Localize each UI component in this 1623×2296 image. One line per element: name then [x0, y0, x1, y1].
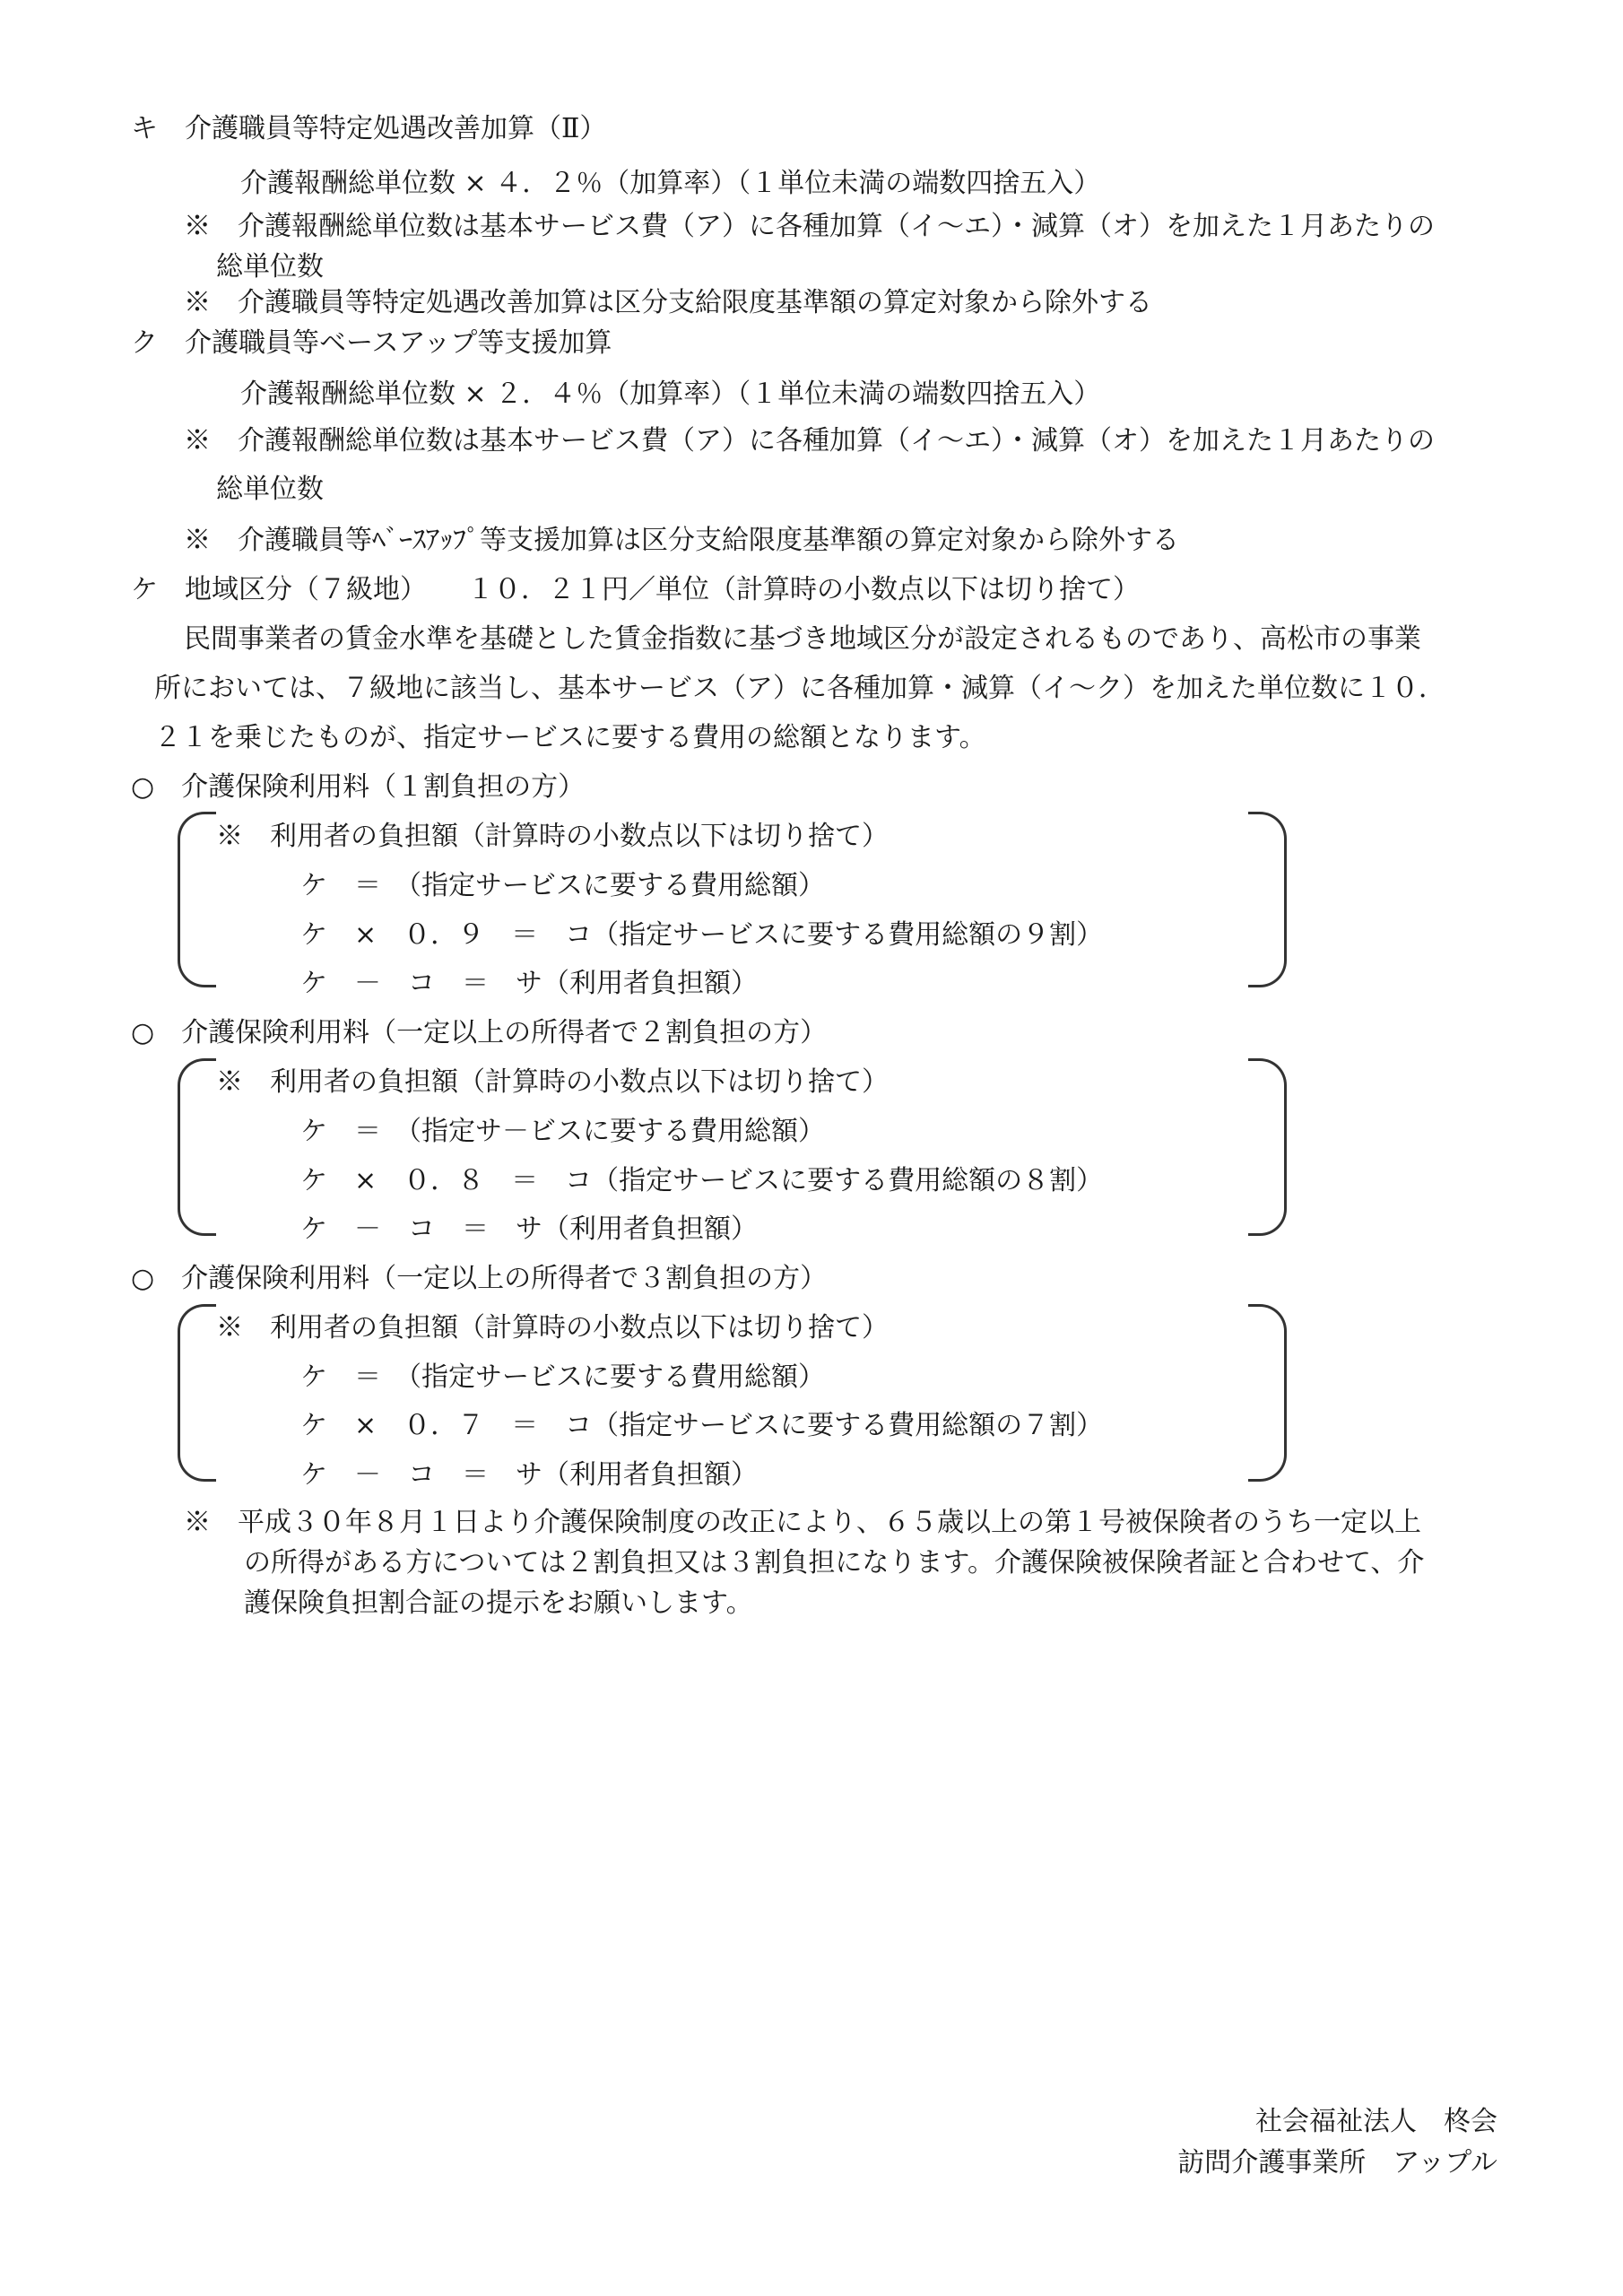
- fee-3-line-3: ケ × ０．７ ＝ コ（指定サービスに要する費用総額の７割）: [300, 1410, 1104, 1441]
- footer-office: 訪問介護事業所 アップル: [1177, 2147, 1497, 2179]
- section-ke-body-1: 民間事業者の賃金水準を基礎とした賃金指数に基づき地域区分が設定されるものであり、高松市の事業: [184, 623, 1421, 655]
- section-ke-body-2: 所においては、７級地に該当し、基本サービス（ア）に各種加算・減算（イ～ク）を加えた単位数に１０．: [154, 673, 1445, 704]
- footer-organization: 社会福祉法人 柊会: [1255, 2106, 1497, 2137]
- fee-1-heading: ○ 介護保険利用料（１割負担の方）: [131, 771, 586, 803]
- fee-1-line-1: ※ 利用者の負担額（計算時の小数点以下は切り捨て）: [216, 821, 889, 852]
- final-note-line-3: 護保険負担割合証の提示をお願いします。: [244, 1587, 753, 1619]
- fee-3-line-2: ケ ＝ （指定サービスに要する費用総額）: [300, 1361, 825, 1393]
- fee-2-line-2: ケ ＝ （指定サ－ビスに要する費用総額）: [300, 1116, 825, 1147]
- section-ki-note2: ※ 介護職員等特定処遇改善加算は区分支給限度基準額の算定対象から除外する: [184, 287, 1152, 318]
- fee-3-bracket-right: [1248, 1304, 1287, 1482]
- fee-1-line-2: ケ ＝ （指定サービスに要する費用総額）: [300, 870, 825, 901]
- fee-2-line-3: ケ × ０．８ ＝ コ（指定サービスに要する費用総額の８割）: [300, 1165, 1104, 1196]
- section-ki-formula: 介護報酬総単位数 × ４．２％（加算率）（１単位未満の端数四捨五入）: [240, 168, 1101, 199]
- section-ki-note1-cont: 総単位数: [216, 251, 324, 283]
- fee-1-bracket-right: [1248, 812, 1287, 987]
- fee-3-heading: ○ 介護保険利用料（一定以上の所得者で３割負担の方）: [131, 1263, 828, 1294]
- fee-1-line-3: ケ × ０．９ ＝ コ（指定サービスに要する費用総額の９割）: [300, 919, 1104, 951]
- section-ku-note1: ※ 介護報酬総単位数は基本サービス費（ア）に各種加算（イ～エ）・減算（オ）を加えた１月あたりの: [184, 425, 1435, 457]
- section-ki-note1: ※ 介護報酬総単位数は基本サービス費（ア）に各種加算（イ～エ）・減算（オ）を加えた１月あたりの: [184, 211, 1435, 242]
- section-ku-note2: ※ 介護職員等ﾍﾞｰｽｱｯﾌﾟ等支援加算は区分支給限度基準額の算定対象から除外する: [184, 525, 1179, 556]
- section-ku-title: ク 介護職員等ベースアップ等支援加算: [131, 327, 612, 359]
- final-note-line-1: ※ 平成３０年８月１日より介護保険制度の改正により、６５歳以上の第１号被保険者のうち一定以上: [184, 1507, 1421, 1538]
- fee-2-heading: ○ 介護保険利用料（一定以上の所得者で２割負担の方）: [131, 1017, 828, 1048]
- fee-2-line-4: ケ － コ ＝ サ（利用者負担額）: [300, 1213, 758, 1245]
- fee-3-line-1: ※ 利用者の負担額（計算時の小数点以下は切り捨て）: [216, 1312, 889, 1344]
- section-ku-note1-cont: 総単位数: [216, 474, 324, 505]
- fee-3-bracket-left: [178, 1304, 216, 1482]
- fee-2-line-1: ※ 利用者の負担額（計算時の小数点以下は切り捨て）: [216, 1066, 889, 1098]
- fee-2-bracket-left: [178, 1058, 216, 1236]
- section-ke-body-3: ２１を乗じたものが、指定サービスに要する費用の総額となります。: [154, 722, 986, 753]
- fee-1-bracket-left: [178, 812, 216, 987]
- section-ke-title: ケ 地域区分（７級地） １０．２１円／単位（計算時の小数点以下は切り捨て）: [131, 574, 1140, 605]
- fee-1-line-4: ケ － コ ＝ サ（利用者負担額）: [300, 968, 758, 999]
- section-ku-formula: 介護報酬総単位数 × ２．４％（加算率）（１単位未満の端数四捨五入）: [240, 378, 1101, 410]
- fee-2-bracket-right: [1248, 1058, 1287, 1236]
- final-note-line-2: の所得がある方については２割負担又は３割負担になります。介護保険被保険者証と合わせて、介: [244, 1547, 1425, 1578]
- section-ki-title: キ 介護職員等特定処遇改善加算（Ⅱ）: [131, 113, 607, 144]
- fee-3-line-4: ケ － コ ＝ サ（利用者負担額）: [300, 1459, 758, 1491]
